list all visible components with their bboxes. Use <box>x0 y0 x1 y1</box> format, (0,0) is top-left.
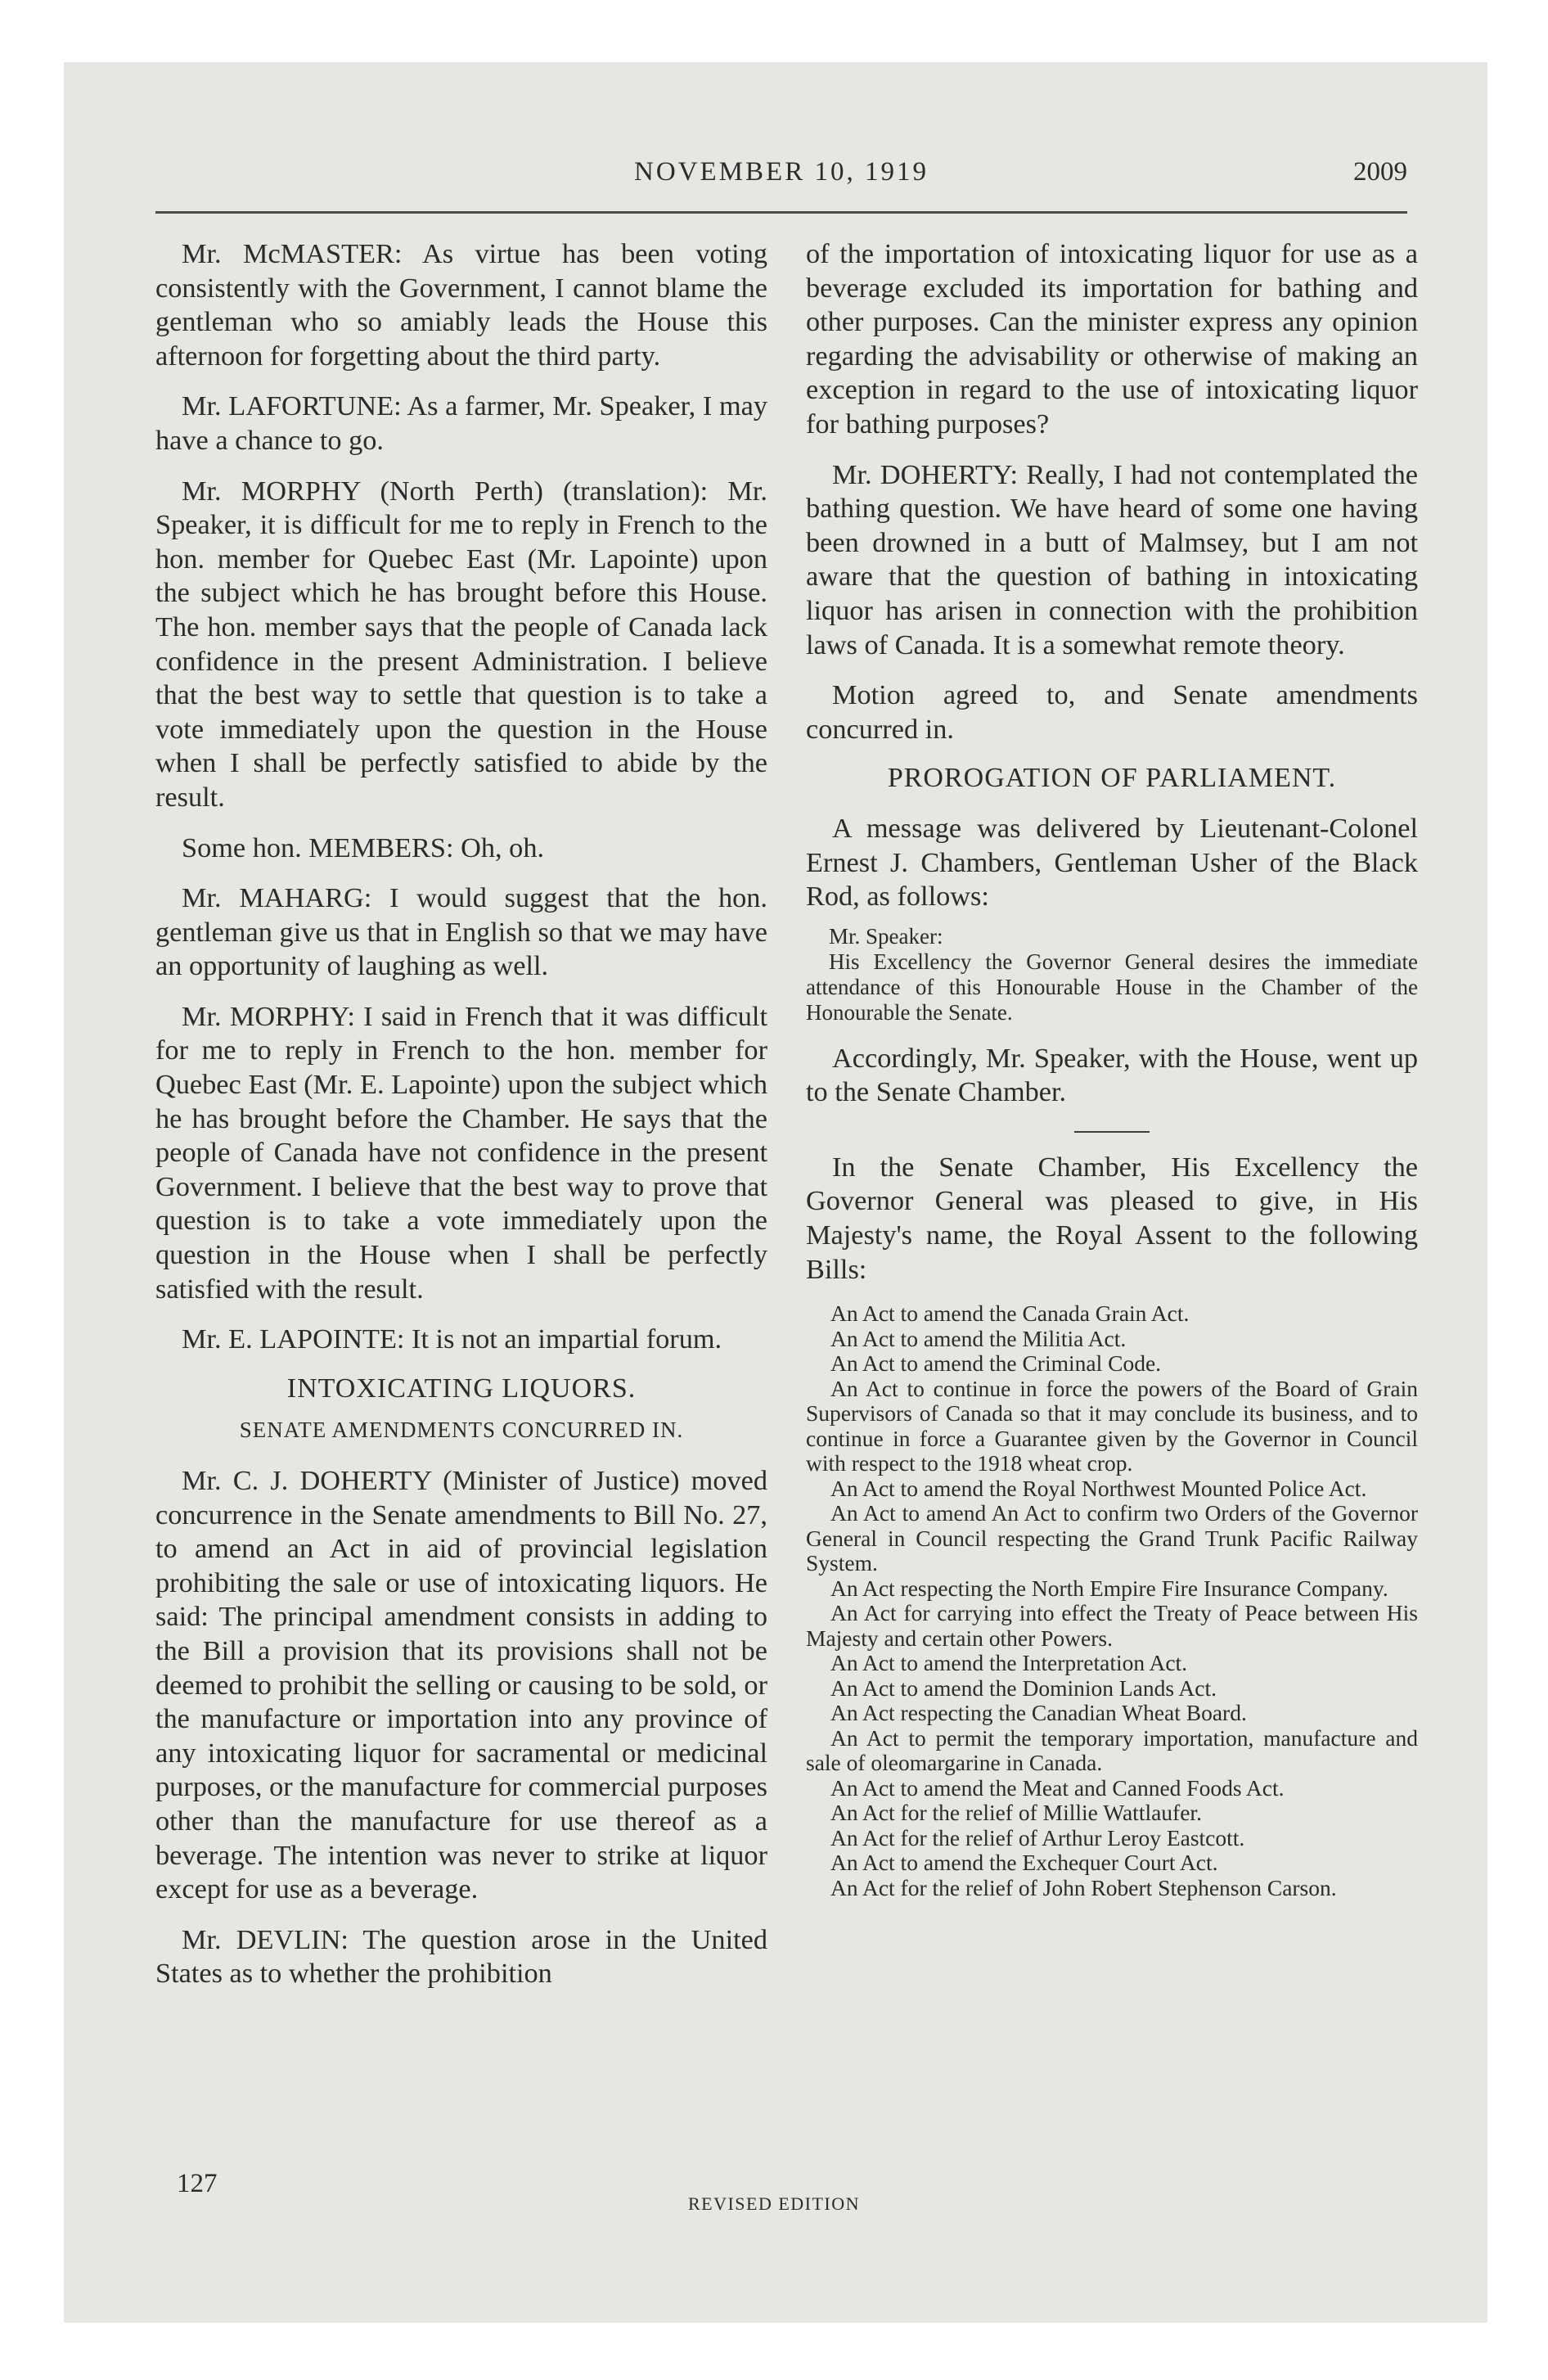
right-column <box>806 237 1418 1900</box>
bill-item: An Act to amend the Meat and Canned Foods Act. <box>830 1774 1285 1801</box>
bill-item: An Act to amend the Militia Act. <box>830 1325 1127 1351</box>
paragraph: Mr. McMASTER: As virtue has been voting consistently with the Government, I cannot blame the gentleman who so amiably leads the House this afternoon for forgetting about the third party. <box>155 238 767 372</box>
message-body: His Excellency the Governor General desires the immediate attendance of this Honourable House in the Chamber of the Honourable the Senate. <box>806 949 1418 1025</box>
paragraph: Mr. C. J. DOHERTY (Minister of Justice) moved concurrence in the Senate amendments to Bill No. 27, to amend an Act in aid of provincial legislation prohibiting the sale or use of intoxicating liquors. He said: The principal amendment consists in adding to the Bill a provision that its provisions shall not be deemed to prohibit the selling or causing to be sold, or the manufacture or importation into any province of any intoxicating liquor for sacramental or medicinal purposes, or the manufacture for commercial purposes other than the manufacture for use thereof as a beverage. The intention was never to strike at liquor except for use as a beverage. <box>155 1465 767 1905</box>
paragraph: Accordingly, Mr. Speaker, with the House, went up to the Senate Chamber. <box>806 1042 1418 1108</box>
section-subheading: SENATE AMENDMENTS CONCURRED IN. <box>239 1418 684 1443</box>
bill-item: An Act to amend the Dominion Lands Act. <box>830 1675 1217 1701</box>
bill-item: An Act respecting the Canadian Wheat Board. <box>830 1700 1247 1726</box>
signature-number: 127 <box>177 2169 218 2198</box>
paragraph: In the Senate Chamber, His Excellency the Governor General was pleased to give, in His Majesty's name, the Royal Assent to the following Bills: <box>806 1151 1418 1285</box>
bill-item: An Act to amend the Royal Northwest Mounted Police Act. <box>830 1475 1367 1501</box>
paragraph: Mr. MAHARG: I would suggest that the hon. gentleman give us that in English so that we may have an opportunity of laughing as well. <box>155 882 767 982</box>
paragraph: Motion agreed to, and Senate amendments concurred in. <box>806 679 1418 745</box>
paragraph: Mr. DOHERTY: Really, I had not contemplated the bathing question. We have heard of some one having been drowned in a butt of Malmsey, but I am not aware that the question of bathing in intoxicating liquor has arisen in connection with the prohibition laws of Canada. It is a somewhat remote theory. <box>806 458 1418 660</box>
bill-item: An Act to continue in force the powers of the Board of Grain Supervisors of Canada so that it may conclude its business, and to continue in force a Guarantee given by the Governor in Council with respect to the 1918 wheat crop. <box>806 1375 1418 1476</box>
page-number: 2009 <box>1353 157 1407 187</box>
bill-item: An Act to amend the Criminal Code. <box>830 1350 1162 1377</box>
bill-item: An Act to amend the Canada Grain Act. <box>830 1300 1190 1327</box>
header-rule <box>155 211 1407 214</box>
bill-item: An Act to amend An Act to confirm two Orders of the Governor General in Council respecting the Grand Trunk Pacific Railway System. <box>806 1500 1418 1576</box>
bill-item: An Act to permit the temporary importation, manufacture and sale of oleomargarine in Canada. <box>806 1724 1418 1776</box>
bill-item: An Act respecting the North Empire Fire Insurance Company. <box>830 1575 1388 1601</box>
section-heading: INTOXICATING LIQUORS. <box>286 1373 637 1404</box>
bill-item: An Act for carrying into effect the Treaty of Peace between His Majesty and certain other Powers. <box>806 1600 1418 1651</box>
bill-item: An Act for the relief of Millie Wattlaufer. <box>830 1800 1202 1826</box>
edition-label: REVISED EDITION <box>687 2193 861 2214</box>
bill-item: An Act for the relief of John Robert Stephenson Carson. <box>830 1874 1337 1900</box>
quoted-message <box>806 924 1418 1025</box>
paragraph: Some hon. MEMBERS: Oh, oh. <box>182 832 545 863</box>
paragraph: Mr. MORPHY: I said in French that it was difficult for me to reply in French to the hon. member for Quebec East (Mr. E. Lapointe) upon the subject which he has brought before the Chamber. He says that the people of Canada have not confidence in the present Government. I believe that the best way to prove that question is to take a vote immediately upon the question in the House when I shall be perfectly satisfied with the result. <box>155 1000 767 1305</box>
paragraph: Mr. LAFORTUNE: As a farmer, Mr. Speaker, I may have a chance to go. <box>155 390 767 456</box>
paragraph: of the importation of intoxicating liquor for use as a beverage excluded its importation for bathing and other purposes. Can the minister express any opinion regarding the advisability or otherwise of making an exception in regard to the use of intoxicating liquor for bathing purposes? <box>806 238 1418 439</box>
bill-item: An Act to amend the Exchequer Court Act. <box>830 1850 1218 1876</box>
paragraph: Mr. E. LAPOINTE: It is not an impartial forum. <box>182 1323 722 1355</box>
page-header <box>155 157 1407 200</box>
left-column <box>155 237 767 1991</box>
section-heading: PROROGATION OF PARLIAMENT. <box>887 763 1337 794</box>
bill-item: An Act for the relief of Arthur Leroy Eastcott. <box>830 1824 1245 1850</box>
bill-list <box>806 1301 1418 1900</box>
paragraph: A message was delivered by Lieutenant-Colonel Ernest J. Chambers, Gentleman Usher of the Black Rod, as follows: <box>806 812 1418 913</box>
paragraph: Mr. DEVLIN: The question arose in the United States as to whether the prohibition <box>155 1923 767 1990</box>
message-salutation: Mr. Speaker: <box>829 923 943 949</box>
header-date: NOVEMBER 10, 1919 <box>634 157 929 187</box>
section-divider <box>1074 1131 1150 1133</box>
paragraph: Mr. MORPHY (North Perth) (translation): Mr. Speaker, it is difficult for me to reply in French to the hon. member for Quebec East (Mr. Lapointe) upon the subject which he has brought before this House. The hon. member says that the people of Canada lack confidence in the present Administration. I believe that the best way to settle that question is to take a vote immediately upon the question in the House when I shall be perfectly satisfied to abide by the result. <box>155 475 767 813</box>
bill-item: An Act to amend the Interpretation Act. <box>830 1650 1188 1676</box>
